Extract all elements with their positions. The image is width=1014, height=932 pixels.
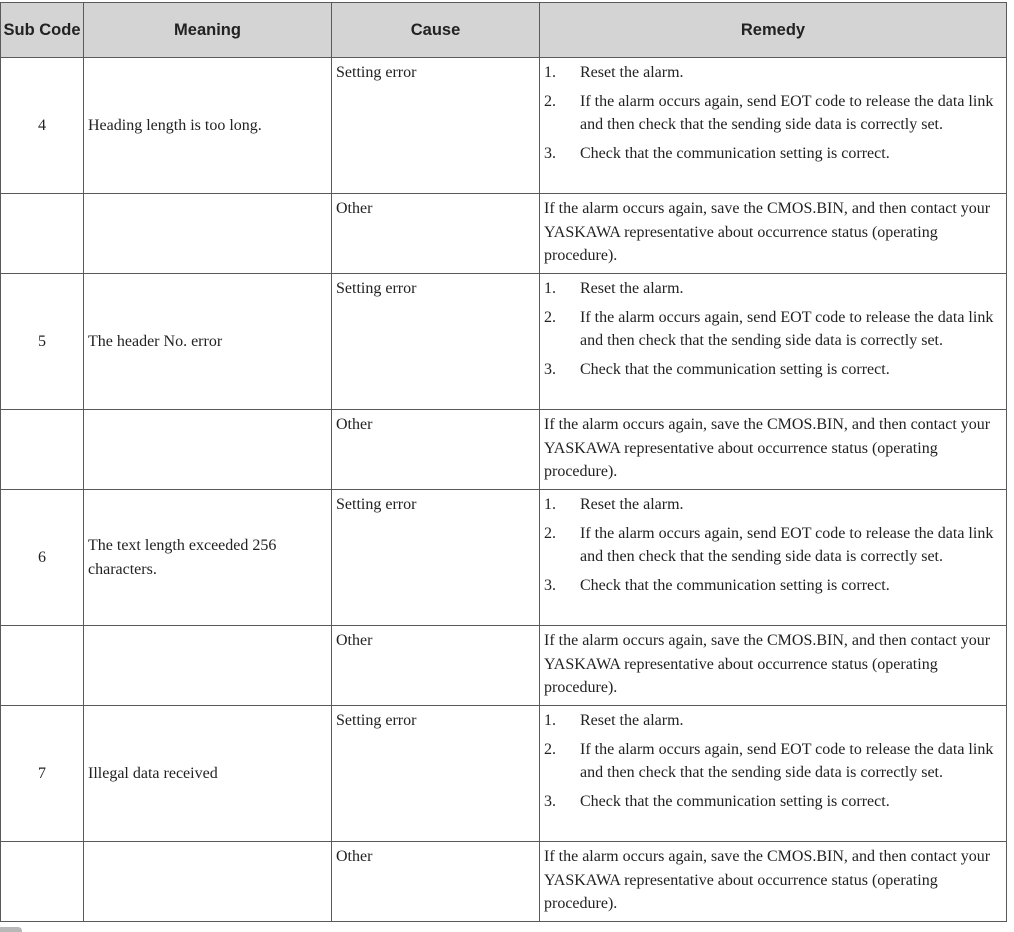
meaning-cell: Heading length is too long. <box>84 58 332 194</box>
step-number: 3. <box>544 792 556 810</box>
step-text: Check that the communication setting is correct. <box>580 792 890 810</box>
remedy-cell: If the alarm occurs again, save the CMOS.BIN, and then contact your YASKAWA representative about occurrence status (operating procedure). <box>540 194 1007 274</box>
step-text: If the alarm occurs again, send EOT code to release the data link and then check that the sending side data is correctly set. <box>580 308 994 349</box>
remedy-cell: If the alarm occurs again, save the CMOS.BIN, and then contact your YASKAWA representative about occurrence status (operating procedure). <box>540 410 1007 490</box>
meaning-cell <box>84 626 332 706</box>
step-number: 3. <box>544 360 556 378</box>
header-sub-code: Sub Code <box>1 3 84 58</box>
table-row <box>1 58 1007 194</box>
remedy-cell: If the alarm occurs again, save the CMOS.BIN, and then contact your YASKAWA representative about occurrence status (operating procedure). <box>540 626 1007 706</box>
alarm-table <box>0 2 1007 922</box>
table-row <box>1 842 1007 922</box>
remedy-cell <box>540 490 1007 626</box>
header-meaning: Meaning <box>84 3 332 58</box>
sub-code-cell <box>1 842 84 922</box>
step-text: If the alarm occurs again, send EOT code to release the data link and then check that the sending side data is correctly set. <box>580 740 994 781</box>
table-row <box>1 706 1007 842</box>
sub-code-cell <box>1 410 84 490</box>
cause-cell: Other <box>332 410 540 490</box>
step-text: Reset the alarm. <box>580 712 684 729</box>
cause-cell: Other <box>332 842 540 922</box>
step-number: 2. <box>544 308 556 326</box>
step-number: 2. <box>544 92 556 110</box>
meaning-cell <box>84 410 332 490</box>
remedy-step <box>544 709 1000 733</box>
cause-cell: Setting error <box>332 274 540 410</box>
step-number: 1. <box>544 280 556 297</box>
header-remedy: Remedy <box>540 3 1007 58</box>
sub-code-cell: 6 <box>1 490 84 626</box>
meaning-cell: Illegal data received <box>84 706 332 842</box>
step-text: If the alarm occurs again, send EOT code to release the data link and then check that the sending side data is correctly set. <box>580 524 994 565</box>
step-number: 2. <box>544 740 556 758</box>
remedy-cell <box>540 58 1007 194</box>
sub-code-cell <box>1 194 84 274</box>
remedy-step <box>544 61 1000 85</box>
remedy-step <box>544 306 1000 353</box>
cause-cell: Setting error <box>332 58 540 194</box>
cause-cell: Setting error <box>332 490 540 626</box>
remedy-step <box>544 142 1000 166</box>
table-row <box>1 410 1007 490</box>
remedy-step <box>544 358 1000 382</box>
step-number: 2. <box>544 524 556 542</box>
remedy-step <box>544 493 1000 517</box>
step-text: Reset the alarm. <box>580 64 684 81</box>
meaning-cell <box>84 194 332 274</box>
remedy-step <box>544 574 1000 598</box>
cause-cell: Other <box>332 626 540 706</box>
cause-cell: Other <box>332 194 540 274</box>
header-row <box>1 3 1007 58</box>
remedy-cell <box>540 274 1007 410</box>
sub-code-cell <box>1 626 84 706</box>
step-number: 1. <box>544 64 556 81</box>
remedy-cell <box>540 706 1007 842</box>
table-row <box>1 274 1007 410</box>
remedy-step <box>544 790 1000 814</box>
step-number: 3. <box>544 576 556 594</box>
step-text: Reset the alarm. <box>580 496 684 513</box>
sub-code-cell: 5 <box>1 274 84 410</box>
remedy-step <box>544 90 1000 137</box>
sub-code-cell: 7 <box>1 706 84 842</box>
table-row <box>1 490 1007 626</box>
remedy-step <box>544 277 1000 301</box>
step-text: Check that the communication setting is correct. <box>580 360 890 378</box>
meaning-cell: The text length exceeded 256 characters. <box>84 490 332 626</box>
table-row <box>1 626 1007 706</box>
table-row <box>1 194 1007 274</box>
step-text: Check that the communication setting is correct. <box>580 576 890 594</box>
step-text: Reset the alarm. <box>580 280 684 297</box>
remedy-cell: If the alarm occurs again, save the CMOS.BIN, and then contact your YASKAWA representative about occurrence status (operating procedure). <box>540 842 1007 922</box>
step-number: 1. <box>544 496 556 513</box>
meaning-cell <box>84 842 332 922</box>
remedy-step <box>544 738 1000 785</box>
horizontal-scrollbar-thumb[interactable] <box>0 927 22 932</box>
step-text: If the alarm occurs again, send EOT code to release the data link and then check that the sending side data is correctly set. <box>580 92 994 133</box>
step-number: 3. <box>544 144 556 162</box>
meaning-cell: The header No. error <box>84 274 332 410</box>
header-cause: Cause <box>332 3 540 58</box>
step-text: Check that the communication setting is correct. <box>580 144 890 162</box>
sub-code-cell: 4 <box>1 58 84 194</box>
cause-cell: Setting error <box>332 706 540 842</box>
remedy-step <box>544 522 1000 569</box>
step-number: 1. <box>544 712 556 729</box>
